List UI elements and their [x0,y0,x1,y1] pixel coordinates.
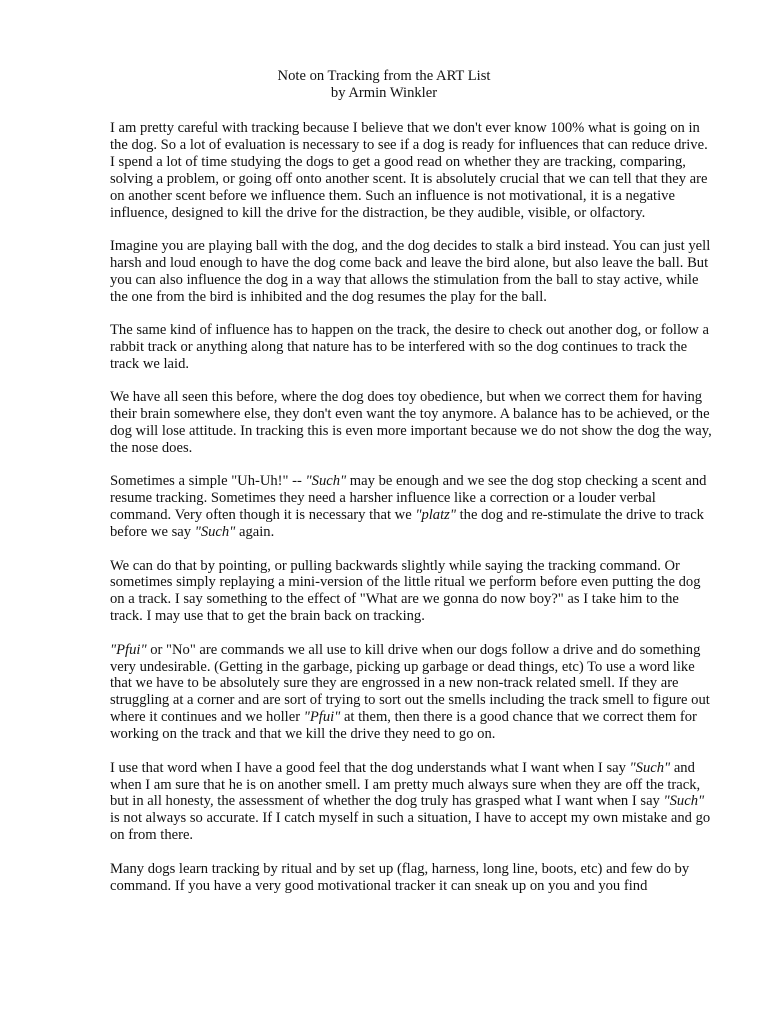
paragraph-text: I am pretty careful with tracking because I believe that we don't ever know 100% what is going on in the dog. So a lot of evaluation is necessary to see if a dog is ready for influences that can reduce drive. I spend a lot of time studying the dogs to get a good read on whether they are tracking, comparing, solving a problem, or going off onto another scent. It is absolutely crucial that we can tell that they are on another scent before we influence them. Such an influence is not motivational, it is a negative influence, designed to kill the drive for the distraction, be they audible, visible, or olfactory. [110,120,708,221]
paragraph-text: Many dogs learn tracking by ritual and by set up (flag, harness, long line, boots, etc) and few do by command. If you have a very good motivational tracker it can sneak up on you and you find [110,860,690,894]
paragraph-text: or "No" are commands we all use to kill drive when our dogs follow a drive and do something very undesirable. (Getting in the garbage, picking up garbage or dead things, etc) To use a word like that we have to be absolutely sure they are engrossed in a new non-track related smell. If they are struggling at a corner and are sort of trying to sort out the smells including the track smell to figure out where it continues and we holler [110,641,710,726]
paragraph-text: again. [235,524,275,541]
paragraph-text: the dog and re-stimulate the drive to track before we say [110,507,704,541]
paragraph-text: and when I am sure that he is on another smell. I am pretty much always sure when they are off the track, but in all honesty, the assessment of whether the dog truly has grasped what I want when I say [110,759,701,810]
document-header [0,68,768,102]
body-paragraph [110,558,713,626]
italic-term: "Such" [305,473,347,490]
body-paragraph [110,238,713,306]
italic-term: "platz" [415,507,456,524]
body-paragraph [110,473,713,541]
body-paragraph [110,861,713,895]
italic-term: "Such" [194,524,236,541]
body-paragraph [110,642,713,743]
body-paragraph [110,120,713,221]
paragraph-text: The same kind of influence has to happen on the track, the desire to check out another dog, or follow a rabbit track or anything along that nature has to be interfered with so the dog continues to track the track we laid. [110,322,709,372]
document-body [110,120,713,894]
body-paragraph [110,760,713,845]
document-title: Note on Tracking from the ART List [277,68,491,84]
paragraph-text: is not always so accurate. If I catch myself in such a situation, I have to accept my own mistake and go on from there. [110,810,711,844]
paragraph-text: Sometimes a simple "Uh-Uh!" -- [110,473,306,490]
paragraph-text: may be enough and we see the dog stop checking a scent and resume tracking. Sometimes they need a harsher influence like a correction or a louder verbal command. Very often though it is necessary that we [110,473,707,524]
paragraph-text: We can do that by pointing, or pulling backwards slightly while saying the tracking command. Or sometimes simply replaying a mini-version of the little ritual we perform before even putting the dog on a track. I say something to the effect of "What are we gonna do now boy?" as I take him to the track. I may use that to get the brain back on tracking. [110,557,701,625]
paragraph-text: I use that word when I have a good feel that the dog understands what I want when I say [110,759,630,776]
document-author: by Armin Winkler [330,85,438,101]
italic-term: "Pfui" [110,641,147,658]
italic-term: "Pfui" [303,709,341,726]
body-paragraph [110,389,713,457]
paragraph-text: Imagine you are playing ball with the dog, and the dog decides to stalk a bird instead. You can just yell harsh and loud enough to have the dog come back and leave the bird alone, but also leave the ball. But you can also influence the dog in a way that allows the stimulation from the ball to stay active, while the one from the bird is inhibited and the dog resumes the play for the ball. [110,237,711,305]
paragraph-text: We have all seen this before, where the dog does toy obedience, but when we correct them for having their brain somewhere else, they don't even want the toy anymore. A balance has to be achieved, or the dog will lose attitude. In tracking this is even more important because we do not show the dog the way, the nose does. [110,389,712,456]
italic-term: "Such" [663,793,705,810]
italic-term: "Such" [629,759,671,776]
paragraph-text: at them, then there is a good chance that we correct them for working on the track and that we kill the drive they need to go on. [110,709,697,743]
body-paragraph [110,322,713,373]
